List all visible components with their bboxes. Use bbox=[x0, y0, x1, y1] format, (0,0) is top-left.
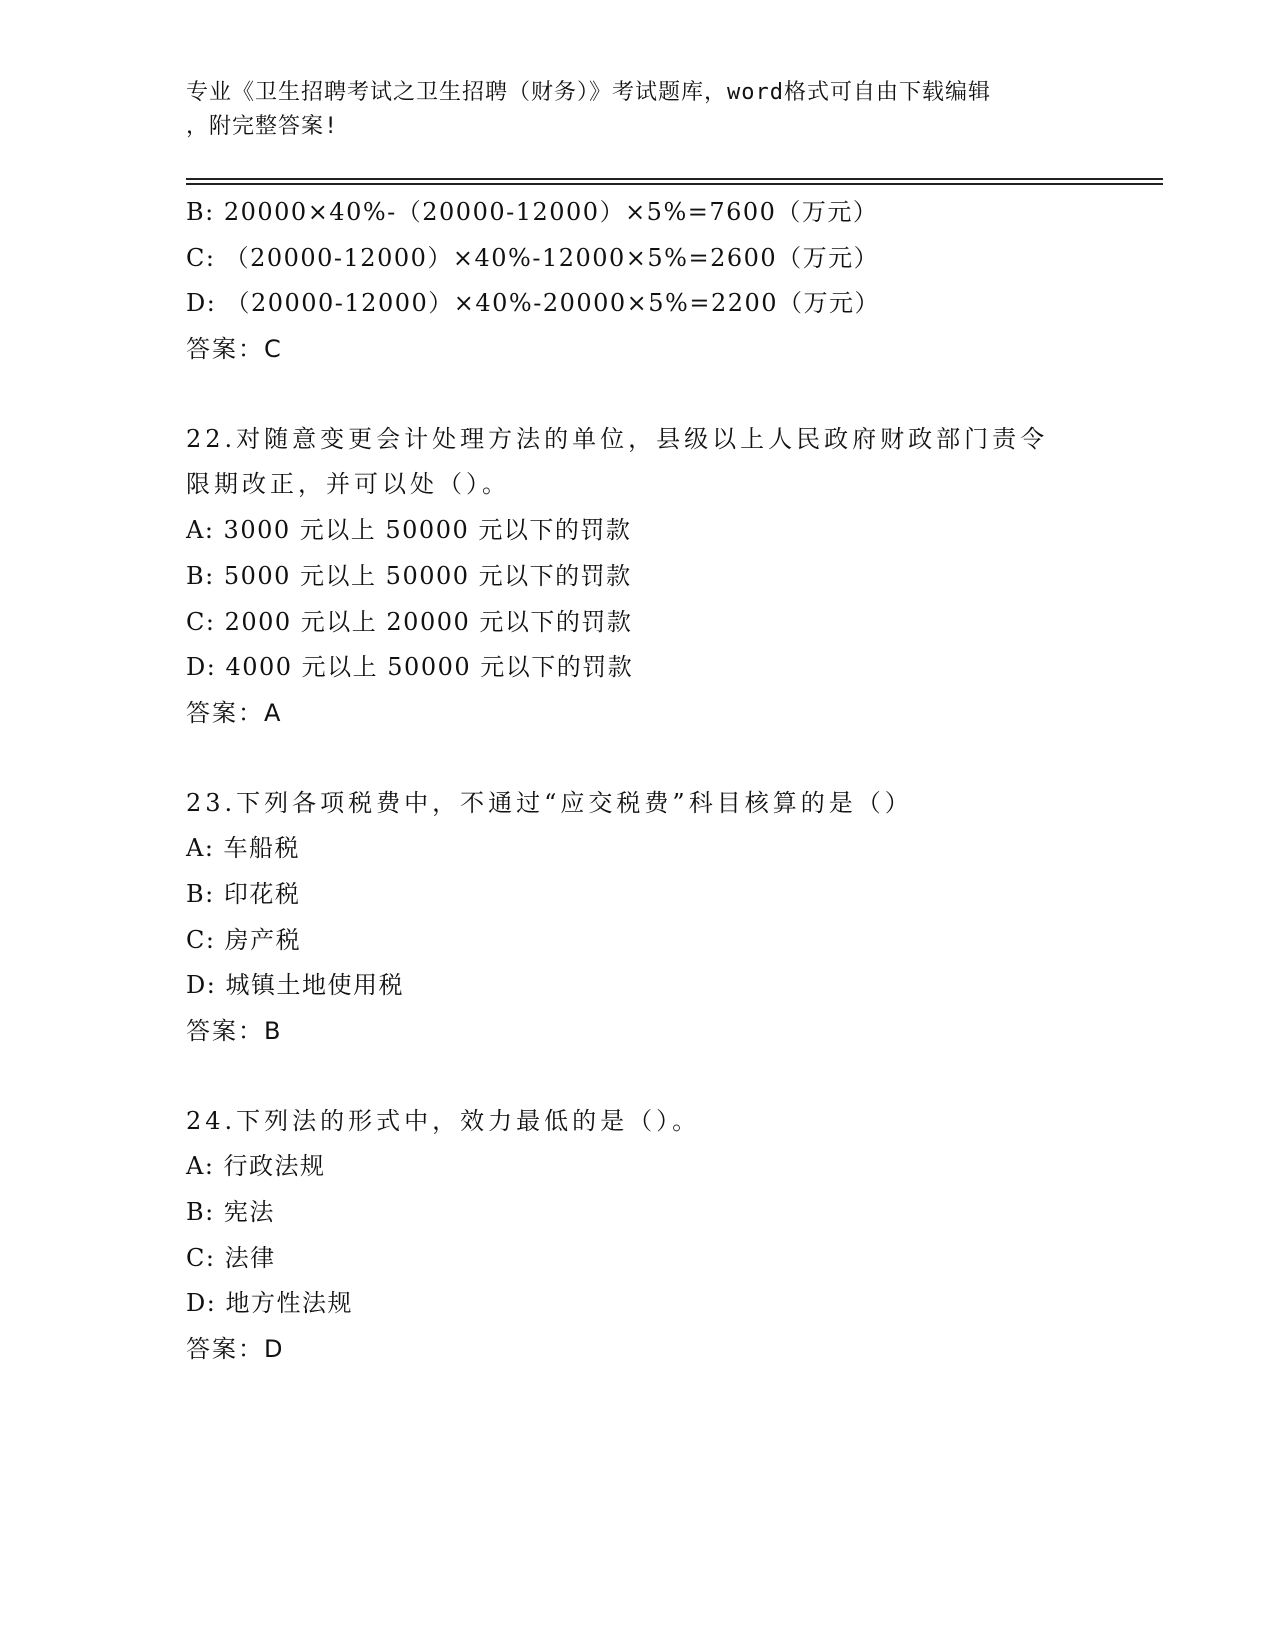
option-c: C: 房产税 bbox=[186, 925, 302, 954]
question-stem-line: 22.对随意变更会计处理方法的单位，县级以上人民政府财政部门责令 bbox=[186, 424, 1049, 453]
question-stem-line: 限期改正，并可以处（）。 bbox=[186, 470, 510, 499]
answer-line: 答案：B bbox=[186, 1017, 283, 1045]
document-body bbox=[186, 190, 1086, 1373]
header-divider-bottom bbox=[186, 183, 1163, 185]
option-d: D: 地方性法规 bbox=[186, 1289, 353, 1318]
header-divider-top bbox=[186, 178, 1163, 180]
option-b: B: 宪法 bbox=[186, 1198, 275, 1227]
option-b: B: 印花税 bbox=[186, 879, 301, 908]
option-b: B: 20000×40%-（20000-12000）×5%=7600（万元） bbox=[186, 198, 879, 226]
header-line-2: ，附完整答案! bbox=[186, 114, 339, 139]
question-block-22 bbox=[186, 417, 1086, 737]
option-c: C: 2000 元以上 20000 元以下的罚款 bbox=[186, 607, 633, 636]
document-header bbox=[186, 76, 1066, 144]
option-d: D: （20000-12000）×40%-20000×5%=2200（万元） bbox=[186, 289, 881, 318]
option-c: C: 法律 bbox=[186, 1243, 276, 1272]
answer-line: 答案：C bbox=[186, 335, 283, 364]
question-stem-line: 23.下列各项税费中，不通过“应交税费”科目核算的是（） bbox=[186, 788, 913, 817]
header-line-1: 专业《卫生招聘考试之卫生招聘（财务）》考试题库，word格式可自由下载编辑 bbox=[186, 80, 991, 105]
option-a: A: 3000 元以上 50000 元以下的罚款 bbox=[186, 516, 632, 545]
question-stem-line: 24.下列法的形式中，效力最低的是（）。 bbox=[186, 1106, 701, 1135]
answer-line: 答案：A bbox=[186, 698, 283, 727]
option-a: A: 车船税 bbox=[186, 834, 301, 863]
question-block-23 bbox=[186, 781, 1086, 1055]
option-d: D: 4000 元以上 50000 元以下的罚款 bbox=[186, 653, 634, 682]
option-d: D: 城镇土地使用税 bbox=[186, 971, 404, 1000]
option-b: B: 5000 元以上 50000 元以下的罚款 bbox=[186, 561, 632, 590]
option-c: C: （20000-12000）×40%-12000×5%=2600（万元） bbox=[186, 243, 880, 272]
question-block-24 bbox=[186, 1099, 1086, 1373]
question-block-21-tail bbox=[186, 190, 1086, 373]
option-a: A: 行政法规 bbox=[186, 1152, 326, 1181]
answer-line: 答案：D bbox=[186, 1335, 285, 1364]
